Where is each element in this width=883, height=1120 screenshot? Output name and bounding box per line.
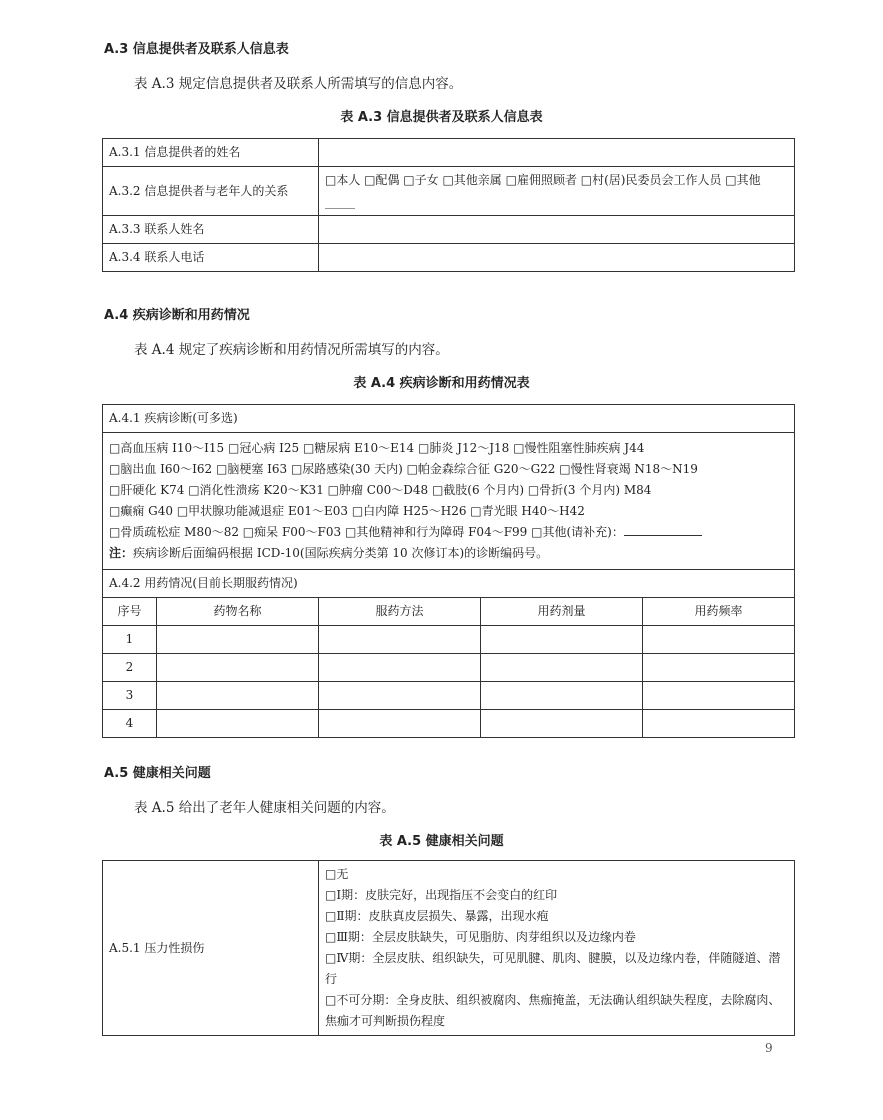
table-row	[103, 598, 795, 626]
diagnosis-line[interactable]: □脑出血 I60～I62 □脑梗塞 I63 □尿路感染(30 天内) □帕金森综合征 G20～G22 □慢性肾衰竭 N18～N19	[109, 462, 698, 476]
method-cell[interactable]	[319, 682, 481, 710]
method-cell[interactable]	[319, 626, 481, 654]
frequency-cell[interactable]	[643, 654, 795, 682]
table-row	[103, 433, 795, 570]
diagnosis-line[interactable]: □癫痫 G40 □甲状腺功能减退症 E01～E03 □白内障 H25～H26 □青光眼 H40～H42	[109, 504, 585, 518]
dose-cell[interactable]	[481, 710, 643, 738]
table-row	[103, 682, 795, 710]
diagnosis-options	[103, 433, 795, 570]
table-a3-label: A.3.1 信息提供者的姓名	[103, 139, 319, 167]
column-header: 序号	[103, 598, 157, 626]
table-a3-label: A.3.2 信息提供者与老年人的关系	[103, 167, 319, 216]
column-header: 用药频率	[643, 598, 795, 626]
other-blank[interactable]	[624, 523, 702, 536]
table-row	[103, 861, 795, 1036]
table-a3	[102, 138, 795, 272]
option-item[interactable]: □不可分期：全身皮肤、组织被腐肉、焦痂掩盖，无法确认组织缺失程度，去除腐肉、焦痂才可判断损伤程度	[325, 993, 781, 1028]
drug-name-cell[interactable]	[157, 682, 319, 710]
page-number: 9	[765, 1041, 773, 1055]
table-row	[103, 216, 795, 244]
option-item[interactable]: □Ⅲ期：全层皮肤缺失，可见脂肪、肉芽组织以及边缘内卷	[325, 930, 636, 944]
section-a3-heading: A.3 信息提供者及联系人信息表	[104, 42, 289, 57]
section-a3-intro: 表 A.3 规定信息提供者及联系人所需填写的信息内容。	[134, 76, 463, 92]
dose-cell[interactable]	[481, 626, 643, 654]
table-a4-caption: 表 A.4 疾病诊断和用药情况表	[353, 376, 530, 391]
table-a3-label: A.3.3 联系人姓名	[103, 216, 319, 244]
medication-title: A.4.2 用药情况(目前长期服药情况)	[103, 570, 795, 598]
note-label: 注：	[109, 546, 134, 560]
column-header: 药物名称	[157, 598, 319, 626]
row-number: 3	[103, 682, 157, 710]
table-a3-value[interactable]	[319, 244, 795, 272]
dose-cell[interactable]	[481, 654, 643, 682]
table-row	[103, 167, 795, 216]
row-number: 2	[103, 654, 157, 682]
frequency-cell[interactable]	[643, 626, 795, 654]
table-row	[103, 570, 795, 598]
note-text: 疾病诊断后面编码根据 ICD-10(国际疾病分类第 10 次修订本)的诊断编码号。	[133, 546, 549, 560]
diagnosis-title: A.4.1 疾病诊断(可多选)	[103, 405, 795, 433]
section-a4-intro: 表 A.4 规定了疾病诊断和用药情况所需填写的内容。	[134, 342, 449, 358]
frequency-cell[interactable]	[643, 682, 795, 710]
table-row	[103, 244, 795, 272]
table-a3-value[interactable]	[319, 216, 795, 244]
table-a3-label: A.3.4 联系人电话	[103, 244, 319, 272]
pressure-injury-label: A.5.1 压力性损伤	[103, 861, 319, 1036]
row-number: 4	[103, 710, 157, 738]
dose-cell[interactable]	[481, 682, 643, 710]
section-a4-heading: A.4 疾病诊断和用药情况	[104, 308, 250, 323]
table-row	[103, 139, 795, 167]
table-row	[103, 626, 795, 654]
drug-name-cell[interactable]	[157, 654, 319, 682]
diagnosis-line[interactable]: □肝硬化 K74 □消化性溃疡 K20～K31 □肿瘤 C00～D48 □截肢(6 个月内) □骨折(3 个月内) M84	[109, 483, 652, 497]
table-a3-value[interactable]: □本人 □配偶 □子女 □其他亲属 □雇佣照顾者 □村(居)民委员会工作人员 □其他_____	[319, 167, 795, 216]
diagnosis-line-other	[109, 522, 788, 543]
column-header: 用药剂量	[481, 598, 643, 626]
diagnosis-note	[109, 543, 788, 564]
pressure-injury-options	[319, 861, 795, 1036]
frequency-cell[interactable]	[643, 710, 795, 738]
column-header: 服药方法	[319, 598, 481, 626]
section-a5-intro: 表 A.5 给出了老年人健康相关问题的内容。	[134, 800, 395, 816]
table-a3-value[interactable]	[319, 139, 795, 167]
option-item[interactable]: □无	[325, 867, 349, 881]
method-cell[interactable]	[319, 710, 481, 738]
row-number: 1	[103, 626, 157, 654]
table-a4	[102, 404, 795, 738]
table-row	[103, 405, 795, 433]
option-item[interactable]: □Ⅳ期：全层皮肤、组织缺失，可见肌腱、肌肉、腱膜，以及边缘内卷，伴随隧道、潜行	[325, 951, 781, 986]
option-item[interactable]: □Ⅱ期：皮肤真皮层损失、暴露，出现水疱	[325, 909, 549, 923]
drug-name-cell[interactable]	[157, 710, 319, 738]
table-row	[103, 710, 795, 738]
table-a3-caption: 表 A.3 信息提供者及联系人信息表	[340, 110, 543, 125]
table-row	[103, 654, 795, 682]
table-a5	[102, 860, 795, 1036]
diagnosis-line[interactable]: □骨质疏松症 M80～82 □痴呆 F00～F03 □其他精神和行为障碍 F04～F99 □其他(请补充)：	[109, 525, 624, 539]
drug-name-cell[interactable]	[157, 626, 319, 654]
method-cell[interactable]	[319, 654, 481, 682]
section-a5-heading: A.5 健康相关问题	[104, 766, 211, 781]
option-item[interactable]: □Ⅰ期：皮肤完好，出现指压不会变白的红印	[325, 888, 558, 902]
diagnosis-line[interactable]: □高血压病 I10～I15 □冠心病 I25 □糖尿病 E10～E14 □肺炎 J12～J18 □慢性阻塞性肺疾病 J44	[109, 441, 645, 455]
table-a5-caption: 表 A.5 健康相关问题	[379, 834, 504, 849]
